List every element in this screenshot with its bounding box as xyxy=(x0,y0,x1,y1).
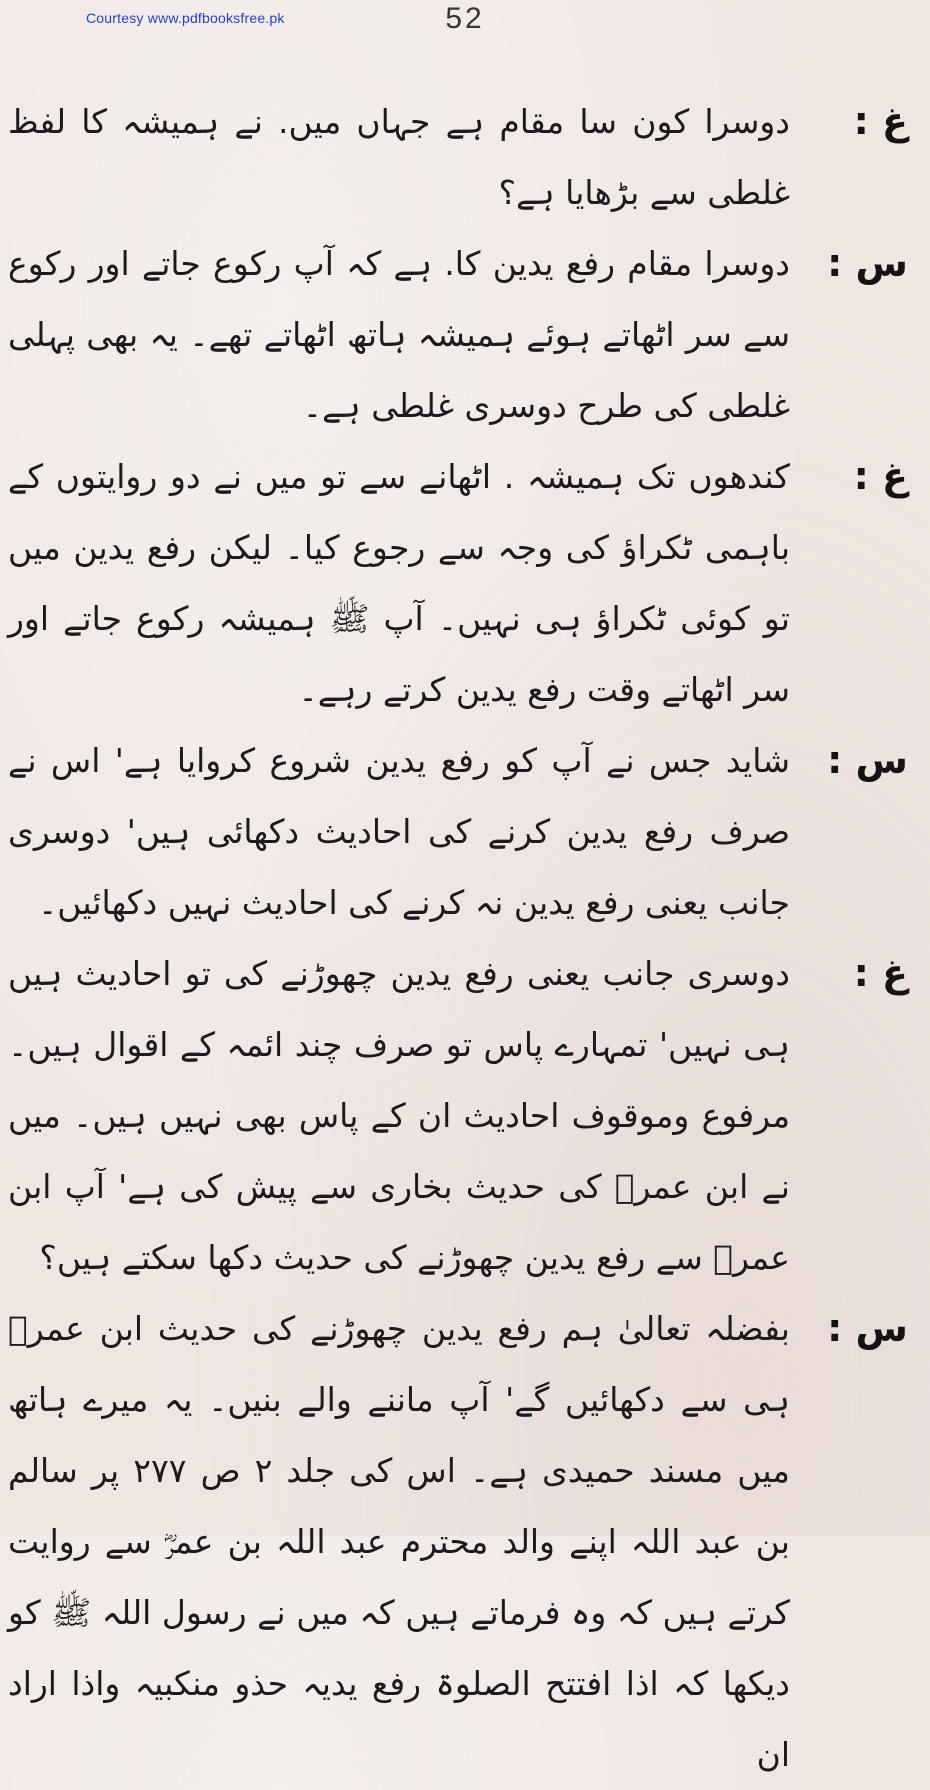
dialogue-entry xyxy=(8,725,908,938)
speaker-label: س : xyxy=(827,1306,908,1350)
dialogue-entry xyxy=(8,228,908,441)
entry-text: دوسرا مقام رفع یدین کا. ہے کہ آپ رکوع جاتے اور رکوع سے سر اٹھاتے ہوئے ہمیشہ ہاتھ اٹھاتے تھے۔ یہ بھی پہلی غلطی کی طرح دوسری غلطی ہے۔ xyxy=(8,244,790,425)
dialogue-entry xyxy=(8,86,908,228)
page-number: 52 xyxy=(445,2,485,35)
speaker-label: س : xyxy=(827,241,908,285)
entry-text: بفضلہ تعالیٰ ہم رفع یدین چھوڑنے کی حدیث ابن عمرؓ ہی سے دکھائیں گے' آپ ماننے والے بنیں۔ یہ میرے ہاتھ میں مسند حمیدی ہے۔ اس کی جلد ۲ ص ۲۷۷ پر سالم بن عبد اللہ اپنے والد محترم عبد اللہ بن عمرؓ سے روایت کرتے ہیں کہ وہ فرماتے ہیں کہ میں نے رسول اللہ ﷺ کو دیکھا کہ اذا افتتح الصلوۃ رفع یدیہ حذو منکبیہ واذا اراد ان xyxy=(8,1309,790,1774)
entry-text: دوسرا کون سا مقام ہے جہاں میں. نے ہمیشہ کا لفظ غلطی سے بڑھایا ہے؟ xyxy=(8,102,790,212)
page-body xyxy=(8,86,908,1790)
speaker-label: س : xyxy=(827,738,908,782)
entry-text: دوسری جانب یعنی رفع یدین چھوڑنے کی تو احادیث ہیں ہی نہیں' تمہارے پاس تو صرف چند ائمہ کے اقوال ہیں۔ مرفوع وموقوف احادیث ان کے پاس بھی نہیں ہیں۔ میں نے ابن عمرؓ کی حدیث بخاری سے پیش کی ہے' آپ ابن عمرؓ سے رفع یدین چھوڑنے کی حدیث دکھا سکتے ہیں؟ xyxy=(8,954,790,1277)
courtesy-text: Courtesy www.pdfbooksfree.pk xyxy=(86,10,285,26)
entry-text: کندھوں تک ہمیشہ . اٹھانے سے تو میں نے دو روایتوں کے باہمی ٹکراؤ کی وجہ سے رجوع کیا۔ لیکن رفع یدین میں تو کوئی ٹکراؤ ہی نہیں۔ آپ ﷺ ہمیشہ رکوع جاتے اور سر اٹھاتے وقت رفع یدین کرتے رہے۔ xyxy=(8,457,790,709)
dialogue-entry xyxy=(8,938,908,1293)
speaker-label: غ : xyxy=(853,454,908,498)
speaker-label: غ : xyxy=(853,99,908,143)
speaker-label: غ : xyxy=(853,951,908,995)
dialogue-entry xyxy=(8,441,908,725)
entry-text: شاید جس نے آپ کو رفع یدین شروع کروایا ہے' اس نے صرف رفع یدین کرنے کی احادیث دکھائی ہیں' دوسری جانب یعنی رفع یدین نہ کرنے کی احادیث نہیں دکھائیں۔ xyxy=(8,741,790,922)
dialogue-entry xyxy=(8,1293,908,1790)
